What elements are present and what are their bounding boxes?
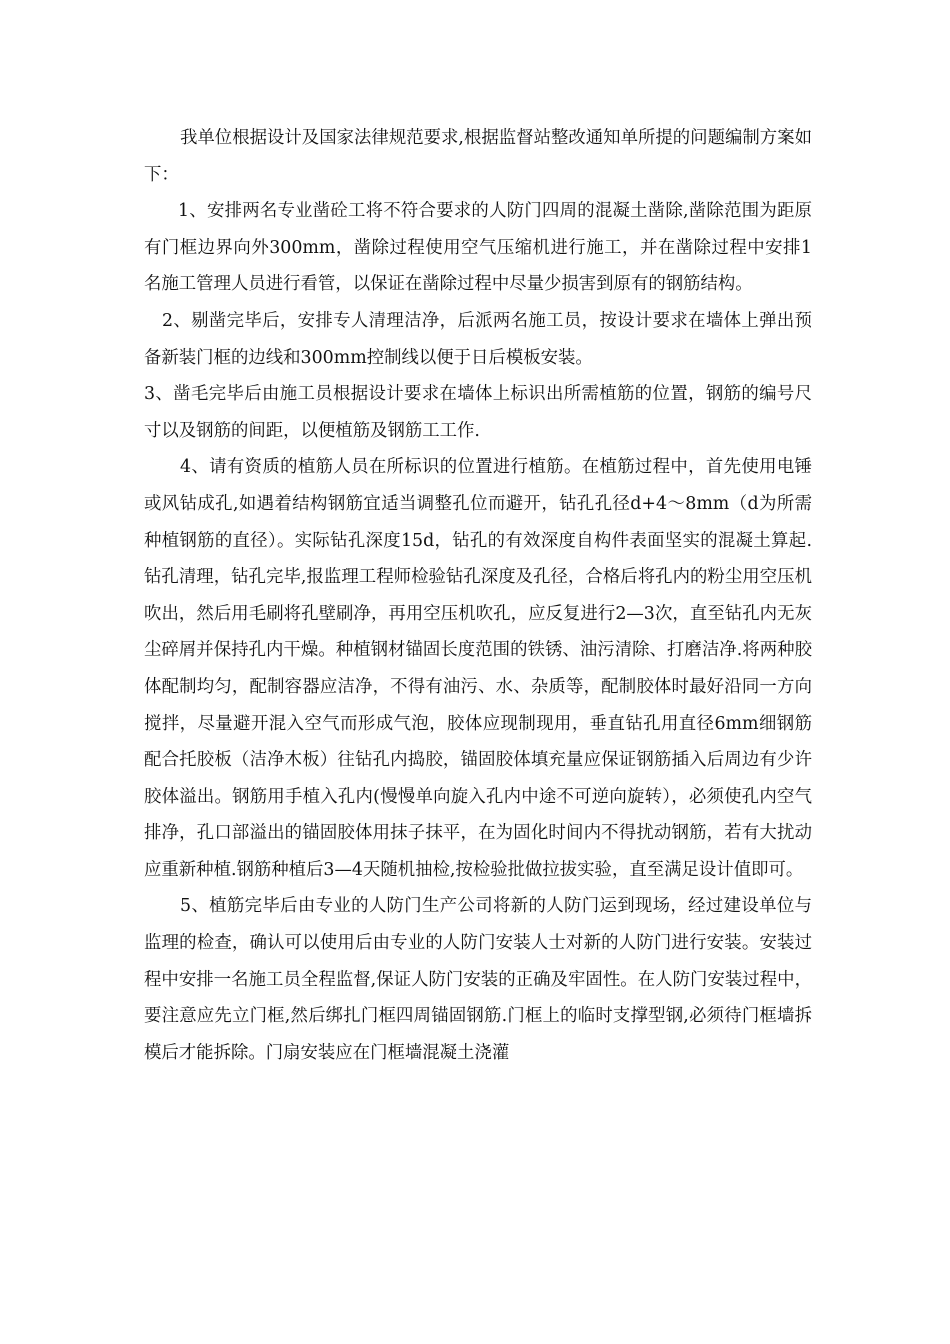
- paragraph-item-4: 4、请有资质的植筋人员在所标识的位置进行植筋。在植筋过程中，首先使用电锤或风钻成孔,如遇着结构钢筋宜适当调整孔位而避开，钻孔孔径d+4～8mm（d为所需种植钢筋的直径）。实际钻孔深度15d，钻孔的有效深度自构件表面坚实的混凝土算起.钻孔清理，钻孔完毕,报监理工程师检验钻孔深度及孔径，合格后将孔内的粉尘用空压机吹出，然后用毛刷将孔壁刷净，再用空压机吹孔，应反复进行2—3次，直至钻孔内无灰尘碎屑并保持孔内干燥。种植钢材锚固长度范围的铁锈、油污清除、打磨洁净.将两种胶体配制均匀，配制容器应洁净，不得有油污、水、杂质等，配制胶体时最好沿同一方向搅拌，尽量避开混入空气而形成气泡，胶体应现制现用，垂直钻孔用直径6mm细钢筋配合托胶板（洁净木板）往钻孔内捣胶，锚固胶体填充量应保证钢筋插入后周边有少许胶体溢出。钢筋用手植入孔内(慢慢单向旋入孔内中途不可逆向旋转），必须使孔内空气排净，孔口部溢出的锚固胶体用抹子抹平，在为固化时间内不得扰动钢筋，若有大扰动应重新种植.钢筋种植后3—4天随机抽检,按检验批做拉拔实验，直至满足设计值即可。: [144, 457, 812, 880]
- paragraph-item-5: 5、植筋完毕后由专业的人防门生产公司将新的人防门运到现场，经过建设单位与监理的检查，确认可以使用后由专业的人防门安装人士对新的人防门进行安装。安装过程中安排一名施工员全程监督,保证人防门安装的正确及牢固性。在人防门安装过程中，要注意应先立门框,然后绑扎门框四周锚固钢筋.门框上的临时支撑型钢,必须待门框墙拆模后才能拆除。门扇安装应在门框墙混凝土浇灌: [144, 896, 812, 1063]
- paragraph-item-3: 3、凿毛完毕后由施工员根据设计要求在墙体上标识出所需植筋的位置，钢筋的编号尺寸以及钢筋的间距，以便植筋及钢筋工工作.: [144, 384, 812, 441]
- paragraph-item-2: 2、剔凿完毕后，安排专人清理洁净，后派两名施工员，按设计要求在墙体上弹出预备新装门框的边线和300mm控制线以便于日后模板安装。: [144, 310, 812, 368]
- document-body: [144, 120, 812, 1071]
- paragraph-intro: 我单位根据设计及国家法律规范要求,根据监督站整改通知单所提的问题编制方案如下：: [144, 128, 812, 185]
- paragraph-item-1: 1、安排两名专业凿砼工将不符合要求的人防门四周的混凝土凿除,凿除范围为距原有门框边界向外300mm，凿除过程使用空气压缩机进行施工，并在凿除过程中安排1名施工管理人员进行看管，以保证在凿除过程中尽量少损害到原有的钢筋结构。: [144, 201, 812, 295]
